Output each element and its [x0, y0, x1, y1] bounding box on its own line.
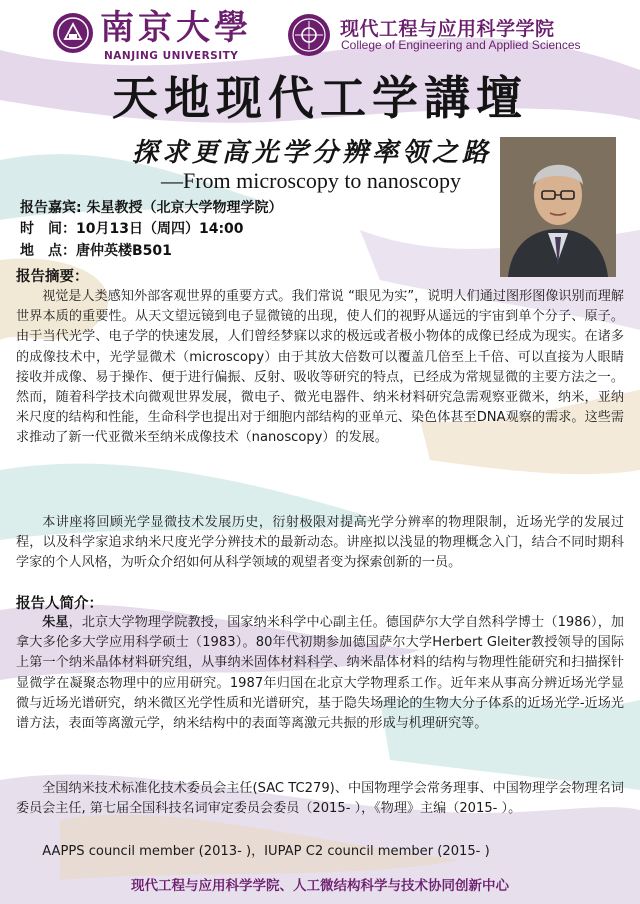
abstract-heading: 报告摘要： — [16, 269, 89, 285]
series-title: 天地现代工学講壇 — [112, 71, 528, 125]
abstract-paragraph-2: 本讲座将回顾光学显微技术发展历史，衍射极限对提高光学分辨率的物理限制，近场光学的发展过程，以及科学家追求纳米尺度光学分辨技术的最新动态。讲座拟以浅显的物理概念入门，结合不同时期科学家的个人风格，为听众介绍如何从科学领域的观望者变为探索创新的一员。 — [16, 515, 624, 571]
time-line: 时 间：10月13日（周四）14:00 — [20, 221, 244, 237]
place-line: 地 点：唐仲英楼B501 — [20, 243, 172, 259]
college-name-en: College of Engineering and Applied Sciences — [341, 38, 581, 52]
bio-paragraph-1-text: ，北京大学物理学院教授，国家纳米科学中心副主任。德国萨尔大学自然科学博士（1986），加拿大多伦多大学应用科学硕士（1983）。80年代初期参加德国萨尔大学Herbert Gleiter教授领导的国际上第一个纳米晶体材料研究组，从事纳米固体材料科学、纳米晶体材料的结构与物理性能研究和扫描探针显微学在凝聚态物理中的应用研究。1987年归国在北京大学物理系工作。近年来从事高分辨近场光学显微与近场光谱研究，纳米微区光学性质和光谱研究，基于隐失场理论的生物大分子体系的近场光学-近场光谱方法，表面等离激元学，纳米结构中的表面等离激元共振的形成与机理研究等。 — [16, 615, 624, 732]
bio-paragraph-3: AAPPS council member (2013- )，IUPAP C2 council member (2015- ) — [42, 844, 490, 859]
lecture-subtitle: —From microscopy to nanoscopy — [161, 168, 462, 193]
speaker-portrait — [500, 137, 616, 277]
college-name-cn: 现代工程与应用科学学院 — [340, 18, 555, 40]
nju-seal-icon — [52, 12, 94, 54]
footer-organizers: 现代工程与应用科学学院、人工微结构科学与技术协同创新中心 — [131, 878, 509, 894]
bio-paragraph-2: 全国纳米技术标准化技术委员会主任(SAC TC279)、中国物理学会常务理事、中国物理学会物理名词委员会主任, 第七届全国科技名词审定委员会委员（2015- ），《物理》主编（2015- ）。 — [16, 781, 624, 817]
university-name-en: NANJING UNIVERSITY — [104, 50, 239, 62]
bio-paragraph-1 — [16, 613, 624, 734]
bio-heading: 报告人简介： — [16, 596, 103, 612]
speaker-line: 报告嘉宾: 朱星教授（北京大学物理学院） — [20, 200, 283, 216]
speaker-name: 朱星 — [42, 615, 69, 630]
abstract-paragraph-1: 视觉是人类感知外部客观世界的重要方式。我们常说 “眼见为实”，说明人们通过图形图像识别而理解世界本质的重要性。从天文望远镜到电子显微镜的出现，使人们的视野从遥远的宇宙到单个分子、原子。由于当代光学、电子学的快速发展，人们曾经梦寐以求的极远或者极小物体的成像已经成为现实。在诸多的成像技术中，光学显微术（microscopy）由于其放大倍数可以覆盖几倍至上千倍、可以直接为人眼睛接收并成像、易于操作、便于进行偏振、反射、吸收等研究的特点，已经成为常规显微的主要方法之一。然而，随着科学技术向微观世界发展，微电子、微光电器件、纳米材料研究急需观察亚微米，纳米，亚纳米尺度的结构和性能，生命科学也提出对于细胞内部结构的亚单元、染色体甚至DNA观察的需求。这些需求推动了新一代亚微米至纳米成像技术（nanoscopy）的发展。 — [16, 289, 624, 446]
university-name-cn: 南京大學 — [100, 8, 252, 48]
lecture-title: 探求更高光学分辨率领之路 — [132, 138, 493, 168]
college-seal-icon — [287, 13, 331, 57]
